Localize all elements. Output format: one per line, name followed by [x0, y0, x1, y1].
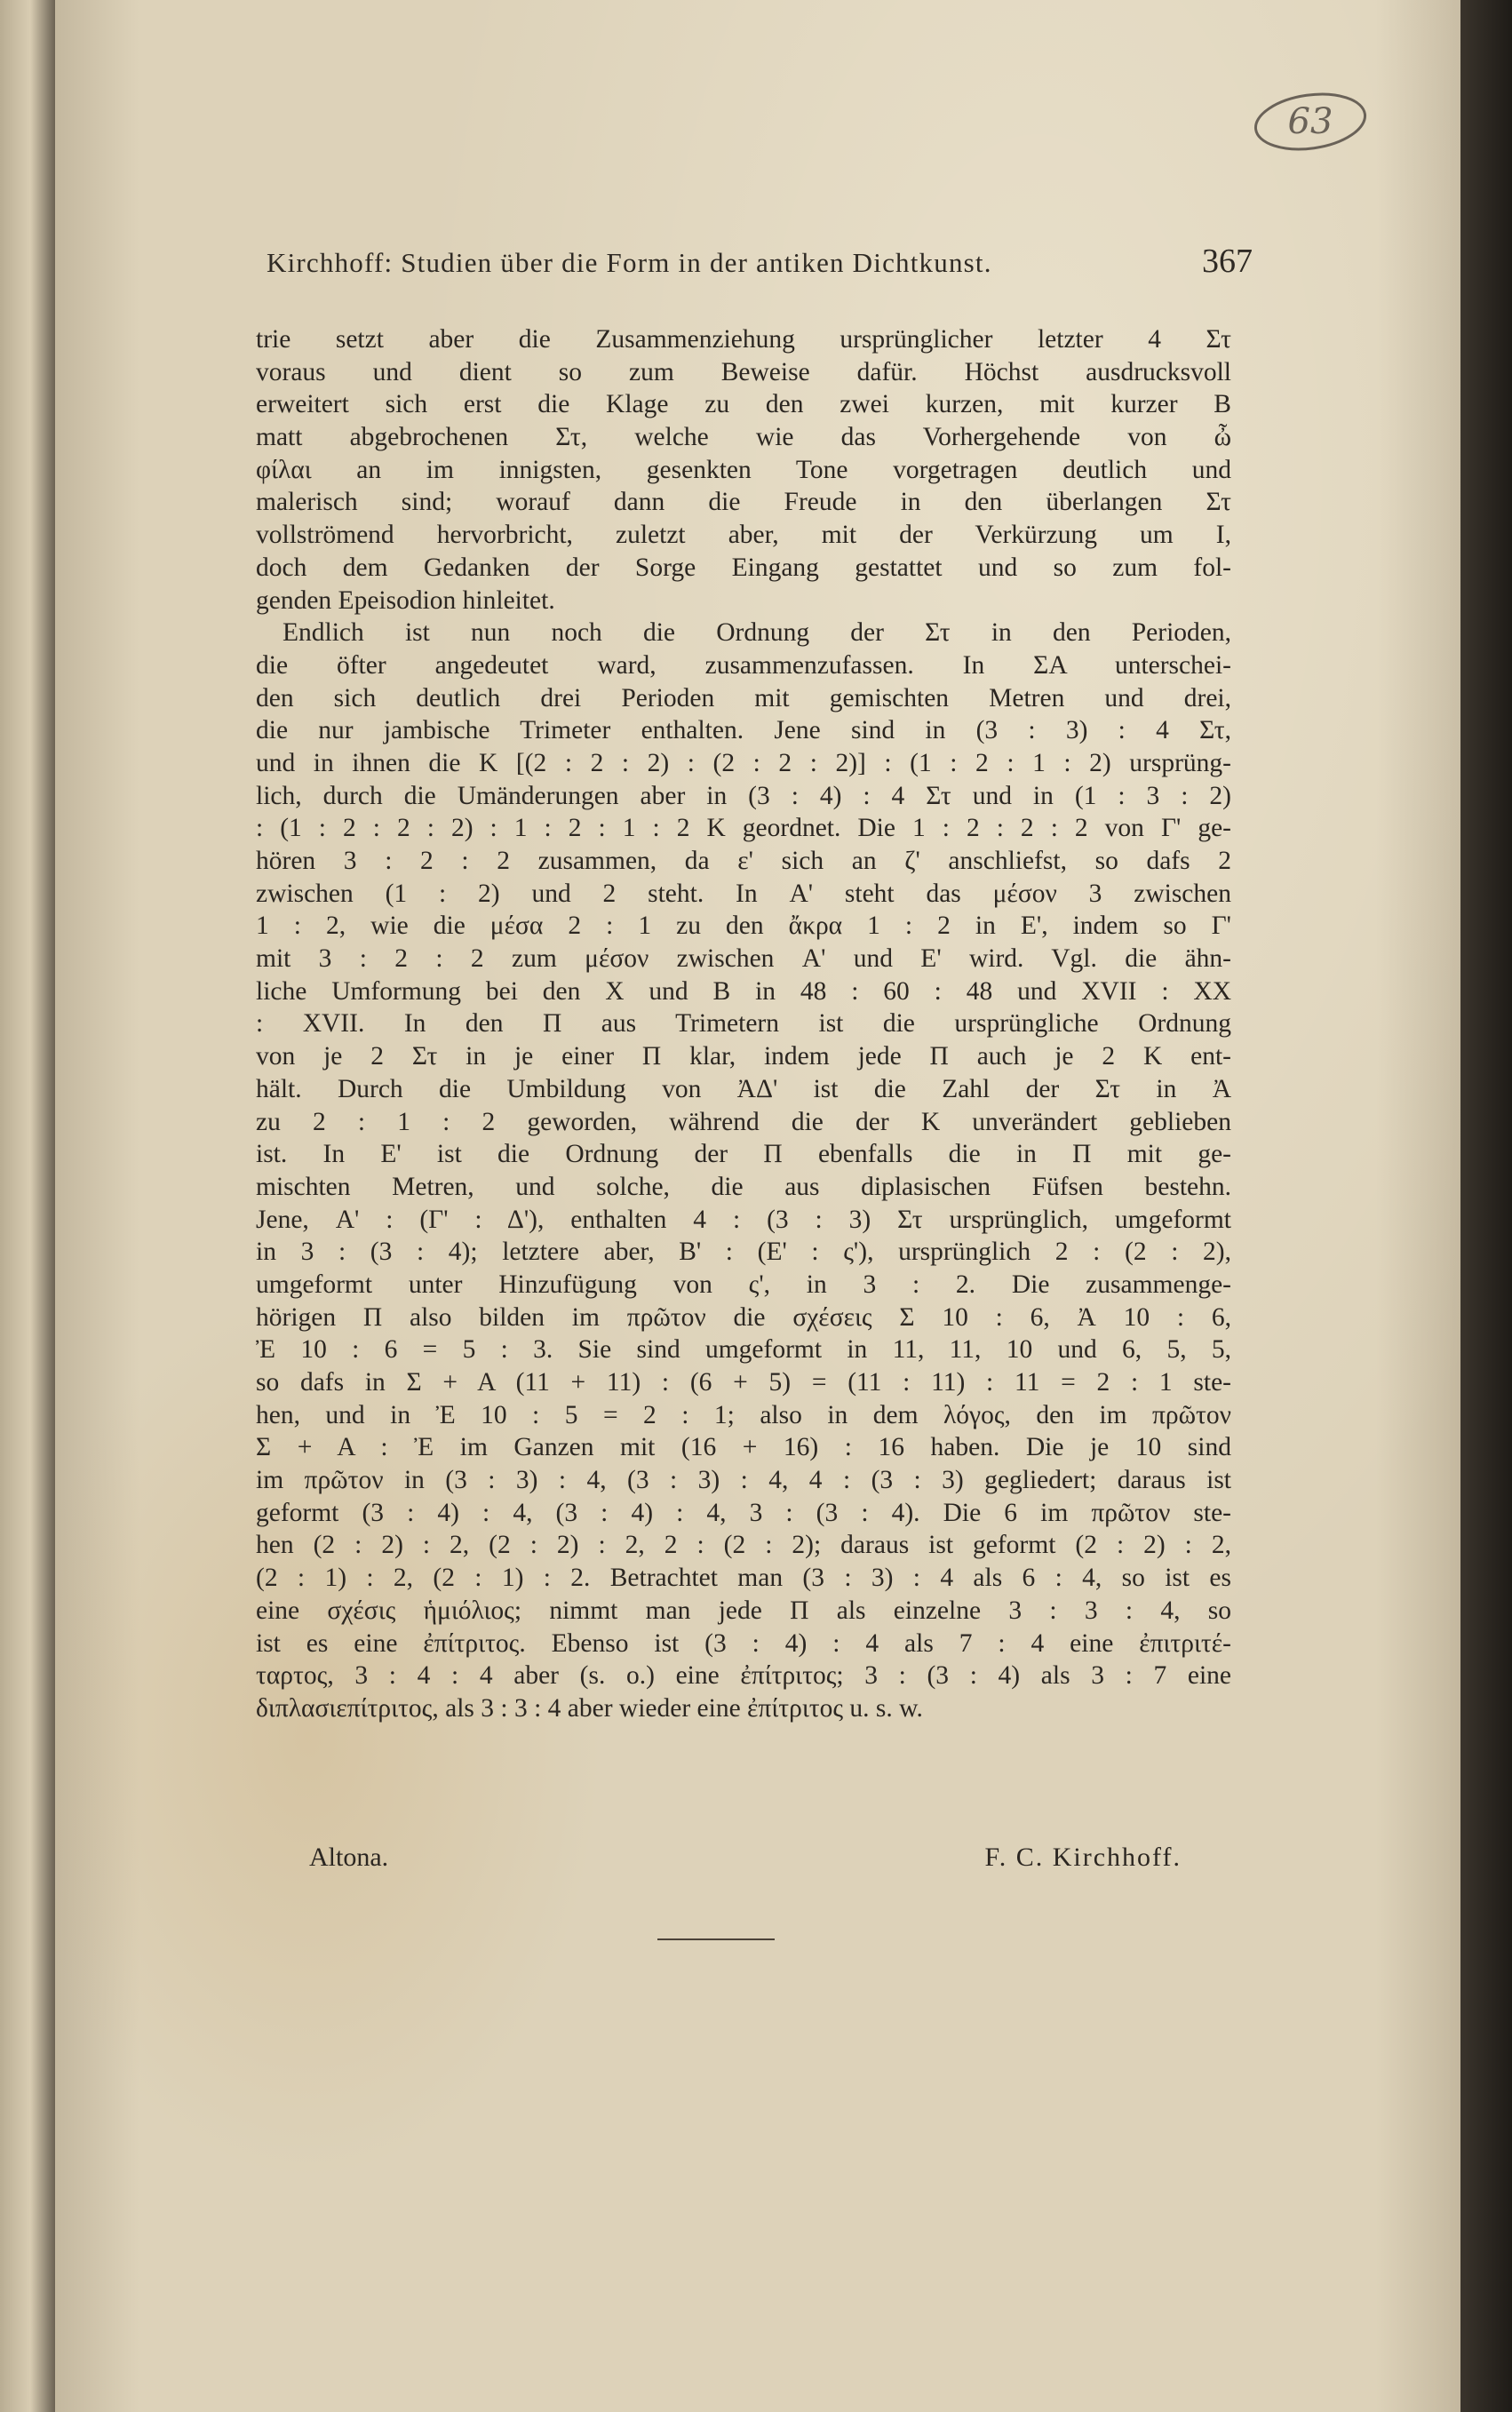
- folio-stamp-icon: [1239, 82, 1381, 162]
- text-line: hören 3 : 2 : 2 zusammen, da ε' sich an ζ' anschliefst, so dafs 2: [256, 847, 1231, 875]
- signature-line: [267, 1843, 1182, 1878]
- text-line: doch dem Gedanken der Sorge Eingang gestattet und so zum fol-: [256, 553, 1231, 582]
- text-line: Jene, Α' : (Γ' : Δ'), enthalten 4 : (3 : 3) Στ ursprünglich, umgeformt: [256, 1205, 1231, 1234]
- text-line: geformt (3 : 4) : 4, (3 : 4) : 4, 3 : (3 : 4). Die 6 im πρῶτον ste-: [256, 1498, 1231, 1527]
- text-line: genden Epeisodion hinleitet.: [256, 585, 555, 615]
- text-line: so dafs in Σ + Α (11 + 11) : (6 + 5) = (11 : 11) : 11 = 2 : 1 ste-: [256, 1368, 1231, 1397]
- text-line: : (1 : 2 : 2 : 2) : 1 : 2 : 1 : 2 K geordnet. Die 1 : 2 : 2 : 2 von Γ' ge-: [256, 814, 1231, 843]
- text-line: zwischen (1 : 2) und 2 steht. In Α' steht das μέσον 3 zwischen: [256, 879, 1231, 908]
- folio-stamp: [1239, 82, 1381, 162]
- text-line: voraus und dient so zum Beweise dafür. Höchst ausdrucksvoll: [256, 357, 1231, 386]
- text-line: ist. In Ε' ist die Ordnung der Π ebenfalls die in Π mit ge-: [256, 1140, 1231, 1169]
- text-line: zu 2 : 1 : 2 geworden, während die der K unverändert geblieben: [256, 1107, 1231, 1136]
- text-line: (2 : 1) : 2, (2 : 1) : 2. Betrachtet man (3 : 3) : 4 als 6 : 4, so ist es: [256, 1564, 1231, 1593]
- text-line: trie setzt aber die Zusammenziehung ursprünglicher letzter 4 Στ: [256, 325, 1231, 354]
- text-line: Endlich ist nun noch die Ordnung der Στ in den Perioden,: [283, 618, 1231, 648]
- text-line: ist es eine ἐπίτριτος. Ebenso ist (3 : 4) : 4 als 7 : 4 eine ἐπιτριτέ-: [256, 1628, 1231, 1658]
- text-line: die öfter angedeutet ward, zusammenzufassen. In ΣΑ unterschei-: [256, 650, 1231, 680]
- text-line: eine σχέσις ἡμιόλιος; nimmt man jede Π als einzelne 3 : 3 : 4, so: [256, 1596, 1231, 1625]
- signature-author: F. C. Kirchhoff.: [984, 1843, 1182, 1872]
- text-line: : XVII. In den Π aus Trimetern ist die ursprüngliche Ordnung: [256, 1009, 1231, 1039]
- text-line: und in ihnen die K [(2 : 2 : 2) : (2 : 2 : 2)] : (1 : 2 : 1 : 2) ursprüng-: [256, 748, 1231, 777]
- book-edge-shadow: [1460, 0, 1512, 2412]
- text-line: διπλασιεπίτριτος, als 3 : 3 : 4 aber wieder eine ἐπίτριτος u. s. w.: [256, 1693, 923, 1723]
- text-line: hörigen Π also bilden im πρῶτον die σχέσεις Σ 10 : 6, Ἀ 10 : 6,: [256, 1302, 1231, 1332]
- body-text: [256, 323, 1231, 1725]
- text-line: malerisch sind; worauf dann die Freude in den überlangen Στ: [256, 488, 1231, 517]
- text-line: die nur jambische Trimeter enthalten. Jene sind in (3 : 3) : 4 Στ,: [256, 716, 1231, 745]
- text-line: hen (2 : 2) : 2, (2 : 2) : 2, 2 : (2 : 2); daraus ist geformt (2 : 2) : 2,: [256, 1531, 1231, 1560]
- text-line: im πρῶτον in (3 : 3) : 4, (3 : 3) : 4, 4 : (3 : 3) gegliedert; daraus ist: [256, 1466, 1231, 1495]
- text-line: matt abgebrochenen Στ, welche wie das Vorhergehende von ὦ: [256, 423, 1231, 452]
- text-line: Σ + Α : Ἐ im Ganzen mit (16 + 16) : 16 haben. Die je 10 sind: [256, 1433, 1231, 1462]
- text-line: mischten Metren, und solche, die aus diplasischen Füfsen bestehn.: [256, 1172, 1231, 1201]
- text-line: Ἐ 10 : 6 = 5 : 3. Sie sind umgeformt in 11, 11, 10 und 6, 5, 5,: [256, 1335, 1231, 1365]
- text-line: lich, durch die Umänderungen aber in (3 : 4) : 4 Στ und in (1 : 3 : 2): [256, 781, 1231, 810]
- text-line: liche Umformung bei den X und B in 48 : 60 : 48 und XVII : XX: [256, 976, 1231, 1006]
- text-line: ταρτος, 3 : 4 : 4 aber (s. o.) eine ἐπίτριτος; 3 : (3 : 4) als 3 : 7 eine: [256, 1661, 1231, 1691]
- text-line: den sich deutlich drei Perioden mit gemischten Metren und drei,: [256, 683, 1231, 712]
- text-line: hen, und in Ἐ 10 : 5 = 2 : 1; also in dem λόγος, den im πρῶτον: [256, 1400, 1231, 1429]
- text-line: umgeformt unter Hinzufügung von ς', in 3 : 2. Die zusammenge-: [256, 1270, 1231, 1299]
- text-line: 1 : 2, wie die μέσα 2 : 1 zu den ἄκρα 1 : 2 in Ε', indem so Γ': [256, 911, 1231, 941]
- closing-rule: [657, 1938, 775, 1940]
- text-line: hält. Durch die Umbildung von ἈΔ' ist die Zahl der Στ in Ἀ: [256, 1074, 1231, 1103]
- text-line: von je 2 Στ in je einer Π klar, indem jede Π auch je 2 K ent-: [256, 1042, 1231, 1071]
- text-line: erweitert sich erst die Klage zu den zwei kurzen, mit kurzer B: [256, 390, 1231, 419]
- page-number: 367: [1202, 243, 1253, 280]
- text-line: mit 3 : 2 : 2 zum μέσον zwischen Α' und Ε' wird. Vgl. die ähn-: [256, 944, 1231, 974]
- folio-number: 63: [1287, 101, 1333, 142]
- running-title: Kirchhoff: Studien über die Form in der antiken Dichtkunst.: [267, 247, 992, 278]
- running-head: [267, 242, 1253, 286]
- text-line: vollströmend hervorbricht, zuletzt aber, mit der Verkürzung um I,: [256, 521, 1231, 550]
- text-line: in 3 : (3 : 4); letztere aber, Β' : (Ε' : ς'), ursprünglich 2 : (2 : 2),: [256, 1238, 1231, 1267]
- text-line: φίλαι an im innigsten, gesenkten Tone vorgetragen deutlich und: [256, 455, 1231, 484]
- facing-page-edge: [0, 0, 55, 2412]
- signature-place: Altona.: [309, 1843, 389, 1872]
